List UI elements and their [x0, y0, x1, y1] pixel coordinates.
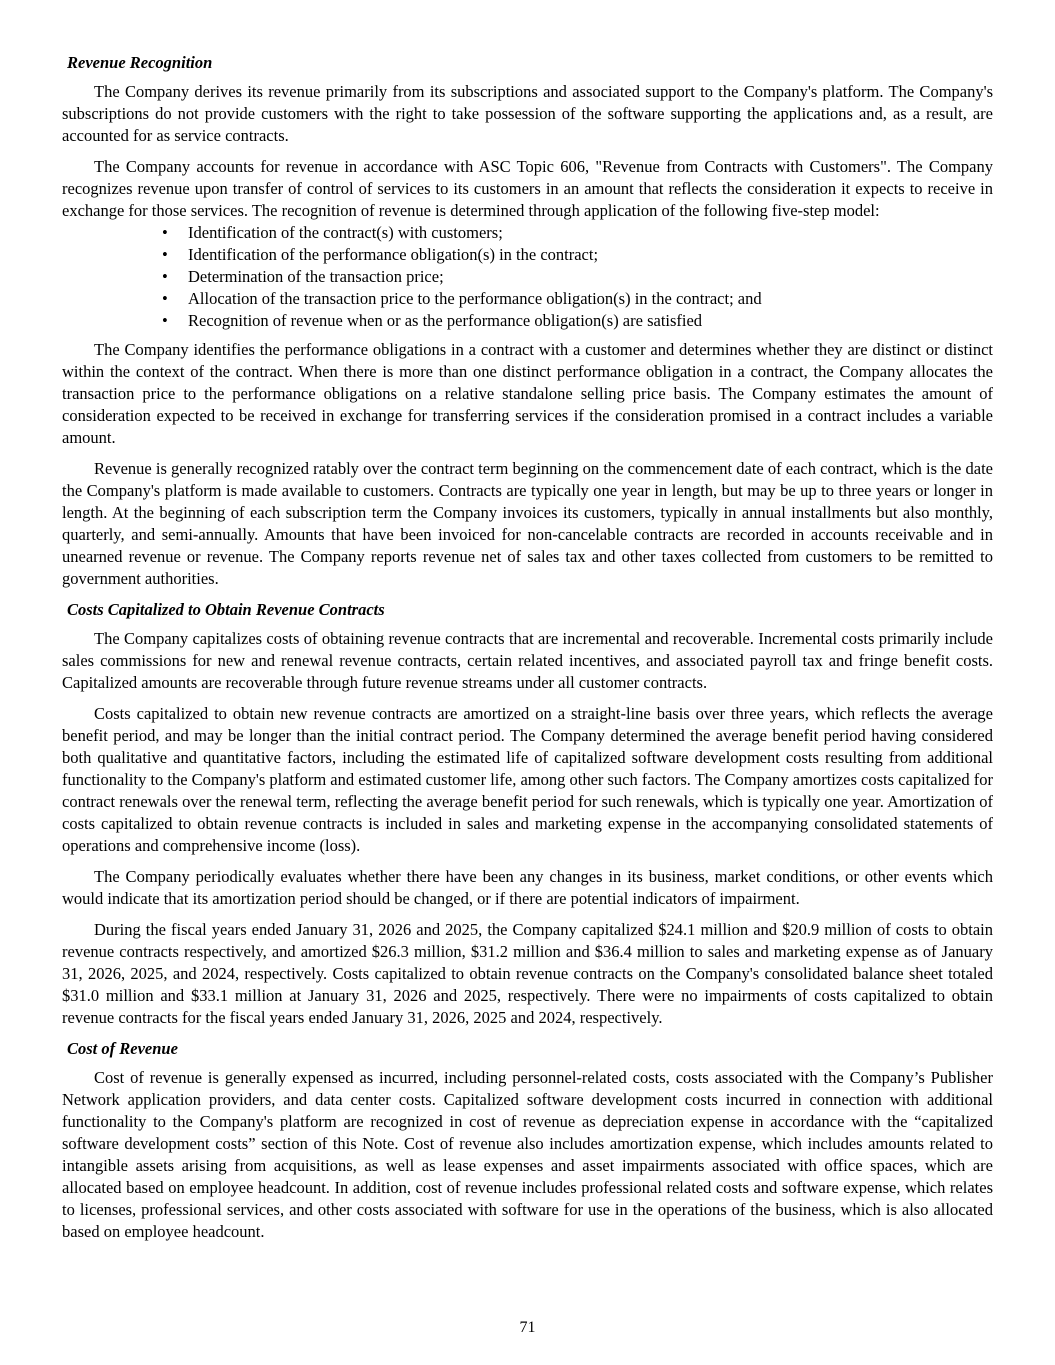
- list-item: • Identification of the contract(s) with customers;: [160, 222, 993, 244]
- paragraph: Costs capitalized to obtain new revenue contracts are amortized on a straight-line basis over three years, which reflects the average benefit period, and may be longer than the initial contract period. The Company determined the average benefit period having considered both qualitative and quantitative factors, including the estimated life of capitalized software development costs resulting from additional functionality to the Company's platform and estimated customer life, among other such factors. The Company amortizes costs capitalized for contract renewals over the renewal term, reflecting the average benefit period for such renewals, which is typically one year. Amortization of costs capitalized to obtain revenue contracts is included in sales and marketing expense in the accompanying consolidated statements of operations and comprehensive income (loss).: [62, 704, 993, 855]
- list-item: • Determination of the transaction price;: [160, 266, 993, 288]
- section-heading-costs-capitalized: Costs Capitalized to Obtain Revenue Contracts: [67, 600, 385, 619]
- paragraph: Cost of revenue is generally expensed as incurred, including personnel-related costs, costs associated with the Company’s Publisher Network application providers, and data center costs. Capitalized software development costs incurred in connection with additional functionality to the Company's platform are recognized in cost of revenue as depreciation expense in accordance with the “capitalized software development costs” section of this Note. Cost of revenue also includes amortization expense, which includes amounts related to intangible assets arising from acquisitions, as well as lease expenses and asset impairments associated with office spaces, which are allocated based on employee headcount. In addition, cost of revenue includes professional related costs and software expense, which relates to licenses, professional services, and other costs associated with software for use in the operations of the business, which is also allocated based on employee headcount.: [62, 1068, 993, 1241]
- five-step-model-list: [62, 222, 993, 332]
- paragraph: During the fiscal years ended January 31, 2026 and 2025, the Company capitalized $24.1 million and $20.9 million of costs to obtain revenue contracts respectively, and amortized $26.3 million, $31.2 million and $36.4 million to sales and marketing expense as of January 31, 2026, 2025, and 2024, respectively. Costs capitalized to obtain revenue contracts on the Company's consolidated balance sheet totaled $31.0 million and $33.1 million at January 31, 2026 and 2025, respectively. There were no impairments of costs capitalized to obtain revenue contracts for the fiscal years ended January 31, 2026, 2025 and 2024, respectively.: [62, 920, 993, 1027]
- section-costs-capitalized: [62, 599, 993, 1029]
- paragraph: The Company identifies the performance obligations in a contract with a customer and determines whether they are distinct or distinct within the context of the contract. When there is more than one distinct performance obligation in a contract, the Company allocates the transaction price to the performance obligations on a relative standalone selling price basis. The Company estimates the amount of consideration expected to be received in exchange for transferring services if the consideration promised in a contract includes a variable amount.: [62, 340, 993, 447]
- paragraph: The Company accounts for revenue in accordance with ASC Topic 606, "Revenue from Contracts with Customers". The Company recognizes revenue upon transfer of control of services to its customers in an amount that reflects the consideration it expects to receive in exchange for those services. The recognition of revenue is determined through application of the following five-step model:: [62, 157, 993, 220]
- page-number: 71: [519, 1319, 536, 1336]
- list-item: • Recognition of revenue when or as the performance obligation(s) are satisfied: [160, 310, 993, 332]
- paragraph: The Company periodically evaluates whether there have been any changes in its business, market conditions, or other events which would indicate that its amortization period should be changed, or if there are potential indicators of impairment.: [62, 867, 993, 908]
- paragraph: The Company derives its revenue primarily from its subscriptions and associated support to the Company's platform. The Company's subscriptions do not provide customers with the right to take possession of the software supporting the applications and, as a result, are accounted for as service contracts.: [62, 82, 993, 145]
- list-item: • Allocation of the transaction price to the performance obligation(s) in the contract; and: [160, 288, 993, 310]
- section-cost-of-revenue: [62, 1038, 993, 1243]
- section-revenue-recognition: [62, 52, 993, 590]
- paragraph: The Company capitalizes costs of obtaining revenue contracts that are incremental and recoverable. Incremental costs primarily include sales commissions for new and renewal revenue contracts, certain related incentives, and associated payroll tax and fringe benefit costs. Capitalized amounts are recoverable through future revenue streams under all customer contracts.: [62, 629, 993, 692]
- section-heading-revenue-recognition: Revenue Recognition: [67, 53, 213, 72]
- paragraph: Revenue is generally recognized ratably over the contract term beginning on the commencement date of each contract, which is the date the Company's platform is made available to customers. Contracts are typically one year in length, but may be up to three years or longer in length. At the beginning of each subscription term the Company invoices its customers, typically in annual installments but also monthly, quarterly, and semi-annually. Amounts that have been invoiced for non-cancelable contracts are recorded in accounts receivable and in unearned revenue or revenue. The Company reports revenue net of sales tax and other taxes collected from customers to be remitted to government authorities.: [62, 459, 993, 588]
- list-item: • Identification of the performance obligation(s) in the contract;: [160, 244, 993, 266]
- section-heading-cost-of-revenue: Cost of Revenue: [67, 1039, 178, 1058]
